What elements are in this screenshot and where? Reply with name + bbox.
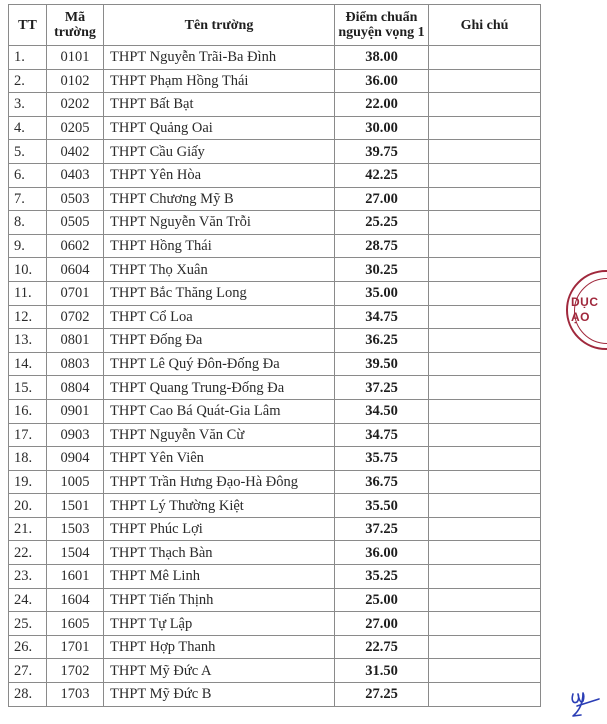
header-tt: TT <box>9 5 47 46</box>
cell-tt: 13. <box>9 329 47 353</box>
cell-school-code: 0505 <box>47 211 104 235</box>
table-row <box>9 470 541 494</box>
cell-school-name: THPT Thạch Bàn <box>104 541 335 565</box>
header-school-code <box>47 5 104 46</box>
table-row <box>9 683 541 707</box>
cell-tt: 21. <box>9 517 47 541</box>
cell-school-code: 0804 <box>47 376 104 400</box>
cell-note <box>429 258 541 282</box>
cell-tt: 19. <box>9 470 47 494</box>
table-row <box>9 423 541 447</box>
table-body <box>9 46 541 707</box>
cell-school-code: 0701 <box>47 281 104 305</box>
header-note: Ghi chú <box>429 5 541 46</box>
cell-tt: 26. <box>9 635 47 659</box>
cell-score: 25.25 <box>335 211 429 235</box>
cell-tt: 3. <box>9 93 47 117</box>
official-stamp <box>566 270 607 350</box>
cell-school-code: 1504 <box>47 541 104 565</box>
cell-school-name: THPT Lý Thường Kiệt <box>104 494 335 518</box>
table-row <box>9 494 541 518</box>
cell-school-name: THPT Quảng Oai <box>104 116 335 140</box>
cell-tt: 14. <box>9 352 47 376</box>
table-row <box>9 659 541 683</box>
table-header <box>9 5 541 46</box>
cell-school-name: THPT Lê Quý Đôn-Đống Đa <box>104 352 335 376</box>
cell-note <box>429 329 541 353</box>
cell-school-name: THPT Yên Hòa <box>104 163 335 187</box>
cell-school-name: THPT Yên Viên <box>104 447 335 471</box>
cell-note <box>429 683 541 707</box>
table-row <box>9 635 541 659</box>
cell-school-name: THPT Thọ Xuân <box>104 258 335 282</box>
cell-school-name: THPT Phạm Hồng Thái <box>104 69 335 93</box>
header-score <box>335 5 429 46</box>
cell-note <box>429 447 541 471</box>
cell-note <box>429 46 541 70</box>
cell-tt: 25. <box>9 612 47 636</box>
cell-score: 27.00 <box>335 187 429 211</box>
cell-score: 35.75 <box>335 447 429 471</box>
cell-tt: 10. <box>9 258 47 282</box>
table-row <box>9 399 541 423</box>
table-row <box>9 93 541 117</box>
cell-score: 31.50 <box>335 659 429 683</box>
cell-tt: 18. <box>9 447 47 471</box>
cell-tt: 8. <box>9 211 47 235</box>
cell-tt: 22. <box>9 541 47 565</box>
cell-tt: 12. <box>9 305 47 329</box>
header-school-code-line1: Mã <box>64 10 86 25</box>
cell-score: 36.75 <box>335 470 429 494</box>
cell-score: 22.00 <box>335 93 429 117</box>
cell-score: 30.25 <box>335 258 429 282</box>
table-row <box>9 329 541 353</box>
cell-score: 22.75 <box>335 635 429 659</box>
cell-score: 42.25 <box>335 163 429 187</box>
cell-school-name: THPT Mê Linh <box>104 565 335 589</box>
cell-school-name: THPT Chương Mỹ B <box>104 187 335 211</box>
cell-note <box>429 376 541 400</box>
table-row <box>9 565 541 589</box>
cell-school-name: THPT Nguyễn Văn Trỗi <box>104 211 335 235</box>
cell-tt: 11. <box>9 281 47 305</box>
cell-school-code: 0202 <box>47 93 104 117</box>
cell-score: 36.00 <box>335 541 429 565</box>
cell-tt: 9. <box>9 234 47 258</box>
cell-tt: 7. <box>9 187 47 211</box>
cell-school-name: THPT Hồng Thái <box>104 234 335 258</box>
cell-school-code: 0903 <box>47 423 104 447</box>
cell-score: 34.75 <box>335 423 429 447</box>
table-row <box>9 447 541 471</box>
cell-school-name: THPT Trần Hưng Đạo-Hà Đông <box>104 470 335 494</box>
cell-note <box>429 612 541 636</box>
cell-tt: 16. <box>9 399 47 423</box>
cell-score: 37.25 <box>335 376 429 400</box>
header-score-line1: Điểm chuẩn <box>345 10 418 25</box>
cell-note <box>429 352 541 376</box>
cell-tt: 20. <box>9 494 47 518</box>
cell-note <box>429 635 541 659</box>
cell-school-code: 0402 <box>47 140 104 164</box>
cell-tt: 5. <box>9 140 47 164</box>
cell-score: 37.25 <box>335 517 429 541</box>
cell-school-code: 1601 <box>47 565 104 589</box>
cell-score: 36.00 <box>335 69 429 93</box>
cell-note <box>429 423 541 447</box>
table-row <box>9 69 541 93</box>
cell-note <box>429 116 541 140</box>
header-school-code-line2: trường <box>54 25 96 40</box>
cell-school-code: 1005 <box>47 470 104 494</box>
cell-school-code: 0403 <box>47 163 104 187</box>
cell-school-code: 0101 <box>47 46 104 70</box>
table-row <box>9 588 541 612</box>
cell-note <box>429 69 541 93</box>
cell-school-code: 1702 <box>47 659 104 683</box>
cell-school-code: 1503 <box>47 517 104 541</box>
table-row <box>9 234 541 258</box>
cell-note <box>429 399 541 423</box>
cell-school-name: THPT Cổ Loa <box>104 305 335 329</box>
cell-tt: 23. <box>9 565 47 589</box>
cell-school-name: THPT Tự Lập <box>104 612 335 636</box>
cell-note <box>429 163 541 187</box>
table-row <box>9 517 541 541</box>
cell-school-code: 0604 <box>47 258 104 282</box>
table-row <box>9 163 541 187</box>
table-row <box>9 541 541 565</box>
cell-note <box>429 140 541 164</box>
cell-school-code: 1605 <box>47 612 104 636</box>
cell-school-name: THPT Bắc Thăng Long <box>104 281 335 305</box>
cell-note <box>429 305 541 329</box>
table-row <box>9 211 541 235</box>
table-row <box>9 140 541 164</box>
cell-note <box>429 494 541 518</box>
cell-note <box>429 659 541 683</box>
cell-tt: 28. <box>9 683 47 707</box>
signature-icon <box>565 690 601 720</box>
cell-school-name: THPT Mỹ Đức B <box>104 683 335 707</box>
cell-score: 25.00 <box>335 588 429 612</box>
cell-school-name: THPT Đống Đa <box>104 329 335 353</box>
table-row <box>9 116 541 140</box>
cell-school-name: THPT Phúc Lợi <box>104 517 335 541</box>
header-score-line2: nguyện vọng 1 <box>338 25 425 40</box>
cell-school-name: THPT Nguyễn Trãi-Ba Đình <box>104 46 335 70</box>
table-row <box>9 46 541 70</box>
cell-note <box>429 565 541 589</box>
cell-school-code: 0102 <box>47 69 104 93</box>
cell-note <box>429 541 541 565</box>
cell-note <box>429 517 541 541</box>
cell-tt: 17. <box>9 423 47 447</box>
cell-score: 27.00 <box>335 612 429 636</box>
table-row <box>9 281 541 305</box>
cell-school-code: 1501 <box>47 494 104 518</box>
header-school-name: Tên trường <box>104 5 335 46</box>
cell-school-code: 0702 <box>47 305 104 329</box>
cell-note <box>429 93 541 117</box>
cell-school-code: 1703 <box>47 683 104 707</box>
cell-note <box>429 281 541 305</box>
header-row <box>9 5 541 46</box>
cell-note <box>429 470 541 494</box>
cell-tt: 2. <box>9 69 47 93</box>
cell-school-code: 0803 <box>47 352 104 376</box>
cell-school-code: 0602 <box>47 234 104 258</box>
cell-school-name: THPT Mỹ Đức A <box>104 659 335 683</box>
cell-tt: 4. <box>9 116 47 140</box>
cell-note <box>429 588 541 612</box>
cell-school-name: THPT Cao Bá Quát-Gia Lâm <box>104 399 335 423</box>
cell-school-code: 0901 <box>47 399 104 423</box>
table-row <box>9 376 541 400</box>
table-row <box>9 612 541 636</box>
stamp-text-line2: ẠO <box>571 310 590 324</box>
cell-school-code: 0904 <box>47 447 104 471</box>
cell-score: 28.75 <box>335 234 429 258</box>
cell-score: 35.25 <box>335 565 429 589</box>
cell-score: 34.50 <box>335 399 429 423</box>
table-row <box>9 187 541 211</box>
cell-score: 35.50 <box>335 494 429 518</box>
cell-note <box>429 234 541 258</box>
cell-score: 38.00 <box>335 46 429 70</box>
cell-score: 27.25 <box>335 683 429 707</box>
cell-score: 30.00 <box>335 116 429 140</box>
cell-tt: 15. <box>9 376 47 400</box>
cell-school-name: THPT Nguyễn Văn Cừ <box>104 423 335 447</box>
cell-score: 34.75 <box>335 305 429 329</box>
cell-school-name: THPT Bất Bạt <box>104 93 335 117</box>
table-row <box>9 258 541 282</box>
cell-score: 36.25 <box>335 329 429 353</box>
cell-tt: 27. <box>9 659 47 683</box>
cell-school-code: 1701 <box>47 635 104 659</box>
cell-school-code: 0205 <box>47 116 104 140</box>
cell-note <box>429 211 541 235</box>
cell-tt: 1. <box>9 46 47 70</box>
cell-school-name: THPT Cầu Giấy <box>104 140 335 164</box>
table-row <box>9 352 541 376</box>
cell-school-name: THPT Tiến Thịnh <box>104 588 335 612</box>
cell-school-code: 1604 <box>47 588 104 612</box>
cell-score: 35.00 <box>335 281 429 305</box>
cell-score: 39.75 <box>335 140 429 164</box>
cell-school-code: 0801 <box>47 329 104 353</box>
cell-score: 39.50 <box>335 352 429 376</box>
cell-school-code: 0503 <box>47 187 104 211</box>
table-row <box>9 305 541 329</box>
cell-school-name: THPT Quang Trung-Đống Đa <box>104 376 335 400</box>
cell-tt: 6. <box>9 163 47 187</box>
cell-tt: 24. <box>9 588 47 612</box>
cell-note <box>429 187 541 211</box>
admission-score-table <box>8 4 541 707</box>
cell-school-name: THPT Hợp Thanh <box>104 635 335 659</box>
stamp-text-line1: DỤC <box>571 295 599 309</box>
